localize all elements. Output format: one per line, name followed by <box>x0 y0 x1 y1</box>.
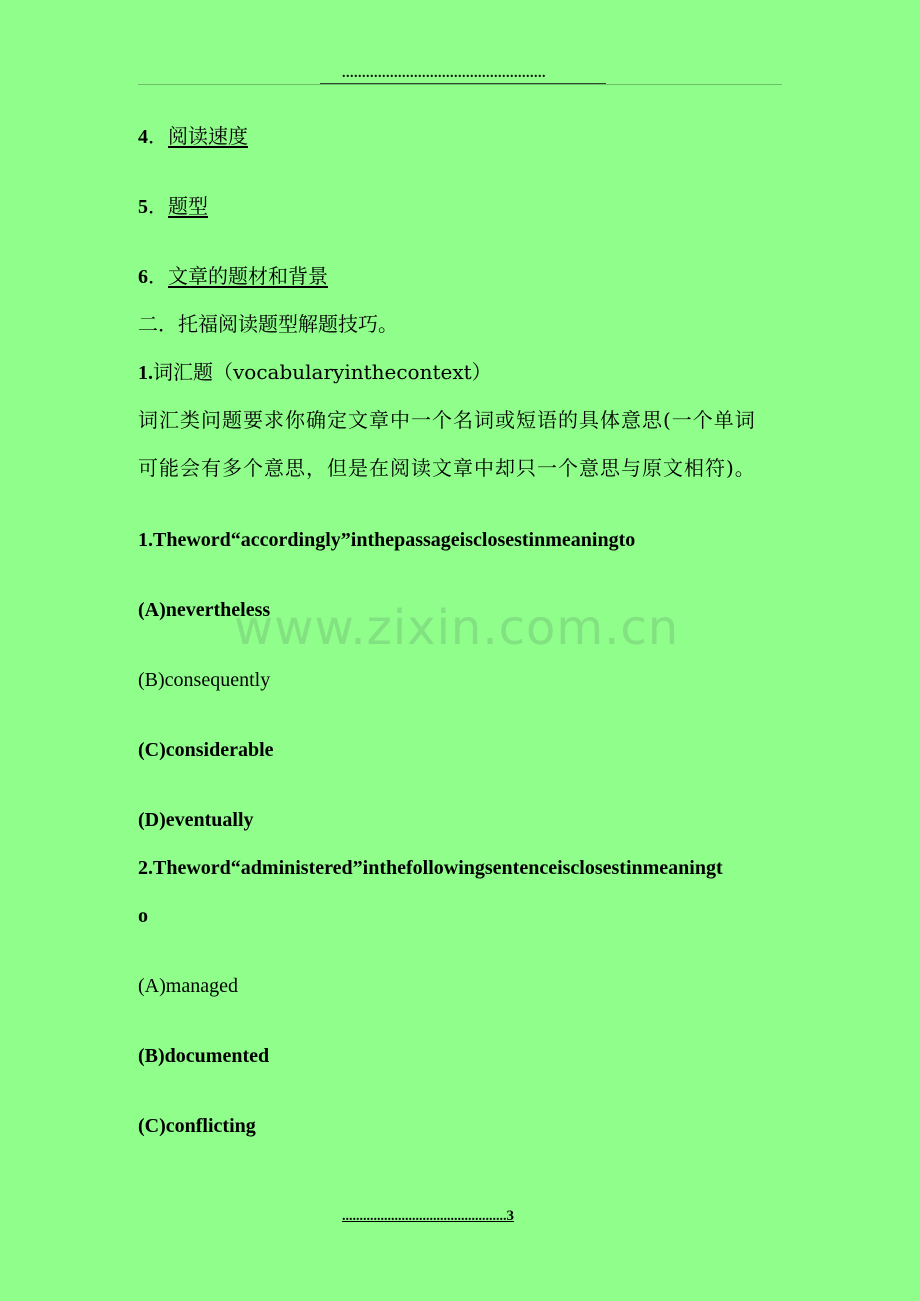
header-rule <box>138 84 782 85</box>
question-2-stem-line-2: o <box>138 905 148 927</box>
subsection-title <box>138 360 492 385</box>
paragraph-line-2: 可能会有多个意思，但是在阅读文章中却只一个意思与原文相符)。 <box>138 456 756 480</box>
question-1-stem: 1.Theword“accordingly”inthepassageisclosestinmeaningto <box>138 529 636 551</box>
outline-item-6 <box>138 264 328 289</box>
question-2-option-a: (A)managed <box>138 975 238 997</box>
outline-link-reading-speed[interactable]: 阅读速度 <box>168 124 248 148</box>
page-number: 3 <box>506 1208 514 1224</box>
question-1-option-a: (A)nevertheless <box>138 599 271 621</box>
question-2-option-c: (C)conflicting <box>138 1115 256 1137</box>
outline-separator: ． <box>148 194 168 218</box>
outline-number: 5 <box>138 196 148 218</box>
question-1-option-c: (C)considerable <box>138 739 274 761</box>
subsection-label: 词汇题（vocabularyinthecontext） <box>153 360 492 384</box>
footer <box>342 1208 514 1225</box>
header-dots: ................................................... <box>342 66 546 81</box>
outline-number: 4 <box>138 126 148 148</box>
section-title: 二．托福阅读题型解题技巧。 <box>138 312 398 336</box>
outline-item-4 <box>138 124 248 149</box>
subsection-number: 1. <box>138 362 153 384</box>
footer-dots: ............................................... <box>342 1209 507 1224</box>
outline-link-question-types[interactable]: 题型 <box>168 194 208 218</box>
outline-separator: ． <box>148 264 168 288</box>
outline-item-5 <box>138 194 208 219</box>
paragraph-line-1: 词汇类问题要求你确定文章中一个名词或短语的具体意思(一个单词 <box>138 408 756 432</box>
header-rule-accent <box>320 83 606 84</box>
question-1-option-b: (B)consequently <box>138 669 271 691</box>
question-1-option-d: (D)eventually <box>138 809 254 831</box>
question-2-stem-line-1: 2.Theword“administered”inthefollowingsentenceisclosestinmeaningt <box>138 857 723 879</box>
question-2-option-b: (B)documented <box>138 1045 270 1067</box>
outline-separator: ． <box>148 124 168 148</box>
outline-number: 6 <box>138 266 148 288</box>
outline-link-article-topic[interactable]: 文章的题材和背景 <box>168 264 328 288</box>
watermark: www.zixin.com.cn <box>234 600 680 656</box>
